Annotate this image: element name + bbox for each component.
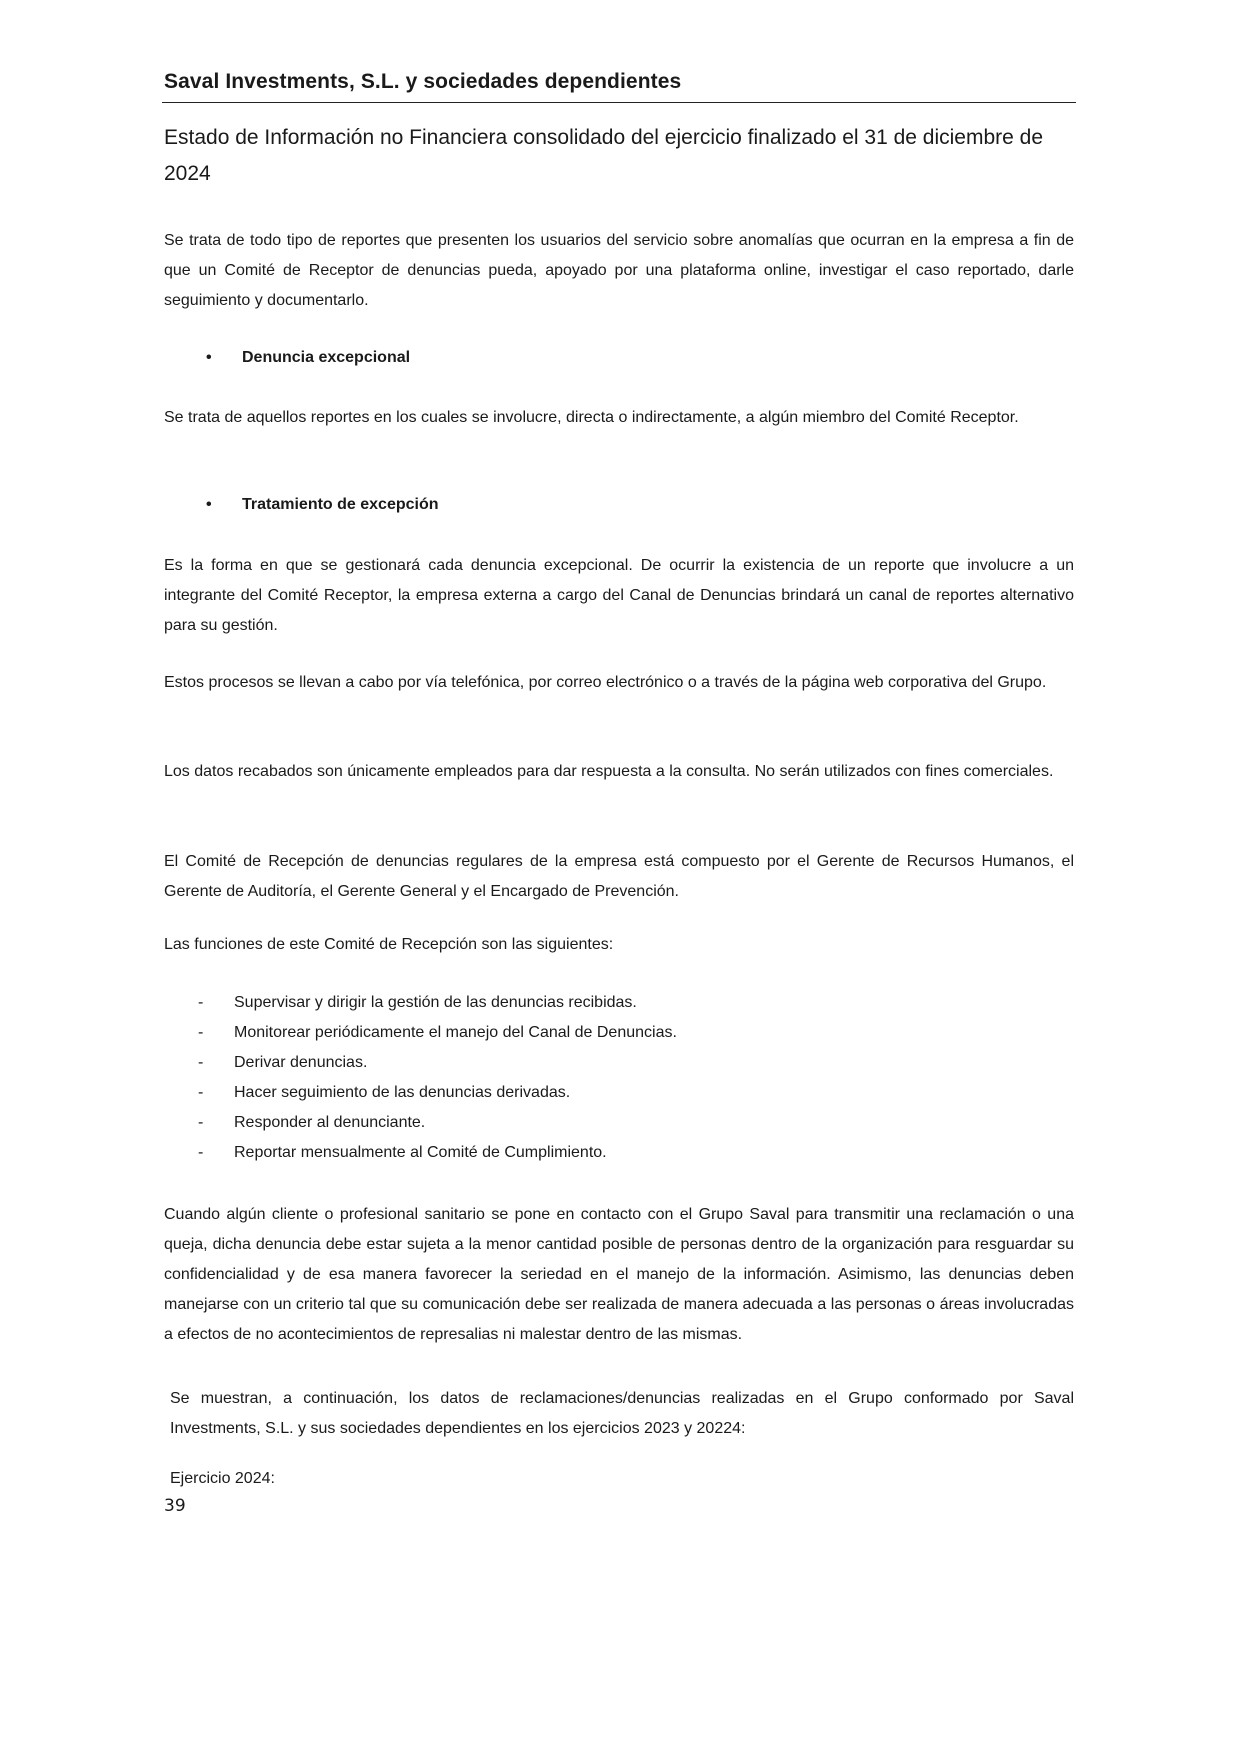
- denuncia-excepcional-paragraph: Se trata de aquellos reportes en los cuales se involucre, directa o indirectamente, a algún miembro del Comité Receptor.: [164, 409, 1019, 426]
- data-intro-paragraph: Se muestran, a continuación, los datos de reclamaciones/denuncias realizadas en el Grupo conformado por Saval Investments, S.L. y sus sociedades dependientes en los ejercicios 2023 y 20224:: [170, 1390, 1074, 1437]
- list-item: - Derivar denuncias.: [198, 1054, 368, 1071]
- page-number: 39: [164, 1496, 186, 1516]
- year-label: Ejercicio 2024:: [170, 1470, 275, 1487]
- report-title: Estado de Información no Financiera consolidado del ejercicio finalizado el 31 de diciembre de 2024: [164, 126, 1044, 185]
- list-item: - Hacer seguimiento de las denuncias derivadas.: [198, 1084, 571, 1101]
- data-use-paragraph: Los datos recabados son únicamente empleados para dar respuesta a la consulta. No serán utilizados con fines comerciales.: [164, 763, 1054, 780]
- bullet-dot-icon: •: [206, 496, 212, 513]
- list-item: - Responder al denunciante.: [198, 1114, 426, 1131]
- complaints-paragraph: Cuando algún cliente o profesional sanitario se pone en contacto con el Grupo Saval para transmitir una reclamación o una queja, dicha denuncia debe estar sujeta a la menor cantidad posible de personas dentro de la organización para resguardar su confidencialidad y de esa manera favorecer la seriedad en el manejo de la información. Asimismo, las denuncias deben manejarse con un criterio tal que su comunicación debe ser realizada de manera adecuada a las personas o áreas involucradas a efectos de no acontecimientos de represalias ni malestar dentro de las mismas.: [164, 1206, 1074, 1343]
- intro-paragraph: Se trata de todo tipo de reportes que presenten los usuarios del servicio sobre anomalías que ocurran en la empresa a fin de que un Comité de Receptor de denuncias pueda, apoyado por una plataforma online, investigar el caso reportado, darle seguimiento y documentarlo.: [164, 232, 1074, 309]
- company-header: Saval Investments, S.L. y sociedades dependientes: [164, 70, 682, 93]
- functions-intro-paragraph: Las funciones de este Comité de Recepción son las siguientes:: [164, 936, 614, 953]
- list-item: - Reportar mensualmente al Comité de Cumplimiento.: [198, 1144, 607, 1161]
- tratamiento-excepcion-paragraph: Es la forma en que se gestionará cada denuncia excepcional. De ocurrir la existencia de un reporte que involucre a un integrante del Comité Receptor, la empresa externa a cargo del Canal de Denuncias brindará un canal de reportes alternativo para su gestión.: [164, 557, 1074, 634]
- list-item: - Monitorear periódicamente el manejo del Canal de Denuncias.: [198, 1024, 677, 1041]
- header-divider: [162, 102, 1076, 103]
- bullet-heading-denuncia-excepcional: [206, 343, 410, 373]
- functions-list: [198, 988, 677, 1168]
- bullet-heading-tratamiento-excepcion: [206, 490, 439, 520]
- list-item: - Supervisar y dirigir la gestión de las denuncias recibidas.: [198, 994, 637, 1011]
- processes-paragraph: Estos procesos se llevan a cabo por vía telefónica, por correo electrónico o a través de la página web corporativa del Grupo.: [164, 674, 1047, 691]
- bullet-dot-icon: •: [206, 349, 212, 366]
- bullet-heading-label: Denuncia excepcional: [242, 349, 411, 366]
- committee-paragraph: El Comité de Recepción de denuncias regulares de la empresa está compuesto por el Gerente de Recursos Humanos, el Gerente de Auditoría, el Gerente General y el Encargado de Prevención.: [164, 853, 1074, 900]
- bullet-heading-label: Tratamiento de excepción: [242, 496, 439, 513]
